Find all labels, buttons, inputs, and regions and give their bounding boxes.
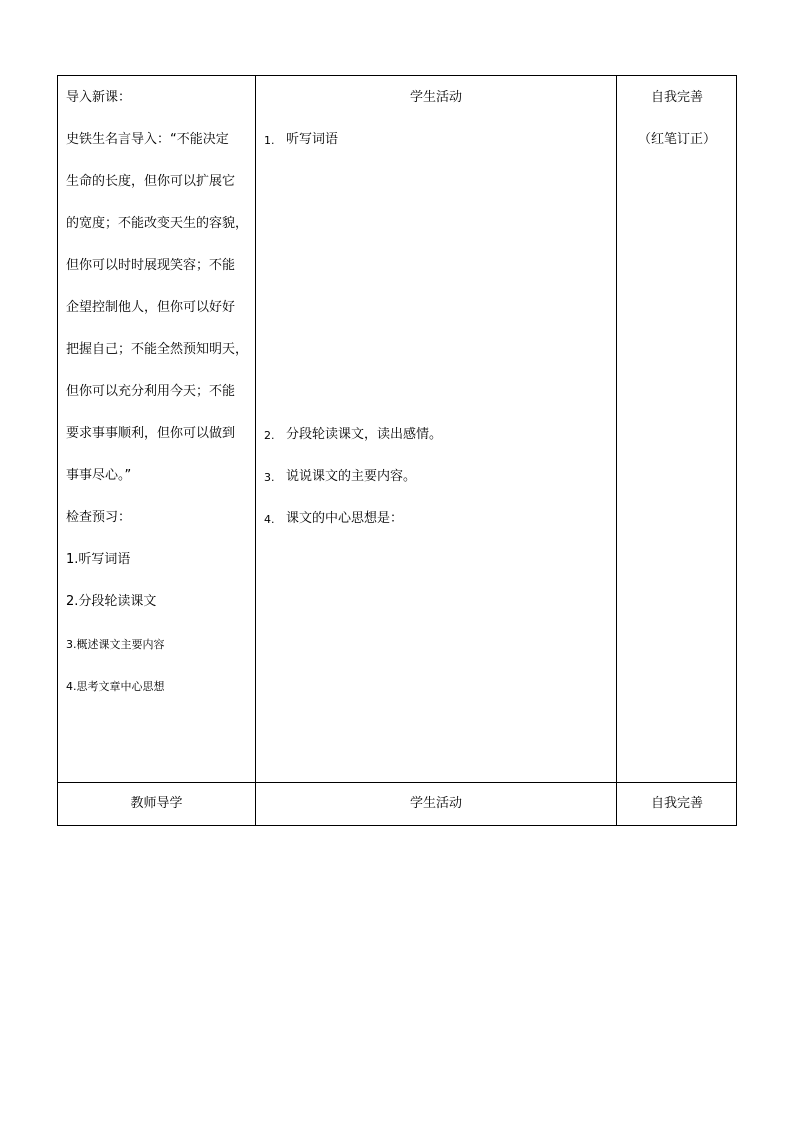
activity-text: 分段轮读课文，读出感情。	[286, 427, 443, 442]
review-heading: 检查预习：	[66, 510, 132, 525]
activity-number: 3.	[264, 471, 275, 484]
quote-line: 企望控制他人，但你可以好好	[66, 300, 236, 315]
review-item: 1.听写词语	[66, 552, 131, 567]
activity-text: 听写词语	[286, 132, 339, 147]
quote-line: 把握自己；不能全然预知明天，	[66, 342, 249, 357]
footer-divider	[58, 782, 736, 783]
review-item: 4.思考文章中心思想	[66, 680, 165, 693]
quote-line: 要求事事顺利，但你可以做到	[66, 426, 236, 441]
review-item: 3.概述课文主要内容	[66, 638, 165, 651]
activity-text: 课文的中心思想是：	[286, 511, 404, 526]
column-divider-1	[255, 76, 256, 825]
review-item: 2.分段轮读课文	[66, 594, 157, 609]
student-activity-heading: 学生活动	[409, 90, 462, 105]
quote-line: 的宽度；不能改变天生的容貌，	[66, 216, 249, 231]
lesson-table	[57, 75, 737, 826]
activity-number: 2.	[264, 429, 275, 442]
intro-heading: 导入新课：	[66, 90, 132, 105]
quote-line: 事事尽心。”	[66, 468, 132, 483]
footer-student-activity: 学生活动	[409, 796, 462, 811]
column-divider-2	[616, 76, 617, 825]
activity-text: 说说课文的主要内容。	[286, 469, 417, 484]
quote-line: 生命的长度，但你可以扩展它	[66, 174, 236, 189]
quote-line: 但你可以充分利用今天；不能	[66, 384, 236, 399]
self-improve-heading: 自我完善	[650, 90, 703, 105]
footer-self-improve: 自我完善	[650, 796, 703, 811]
red-pen-note: （红笔订正）	[637, 132, 716, 147]
quote-line: 史铁生名言导入：“不能决定	[66, 132, 229, 147]
footer-teacher-guide: 教师导学	[130, 796, 183, 811]
quote-line: 但你可以时时展现笑容；不能	[66, 258, 236, 273]
activity-number: 1.	[264, 134, 275, 147]
activity-number: 4.	[264, 513, 275, 526]
